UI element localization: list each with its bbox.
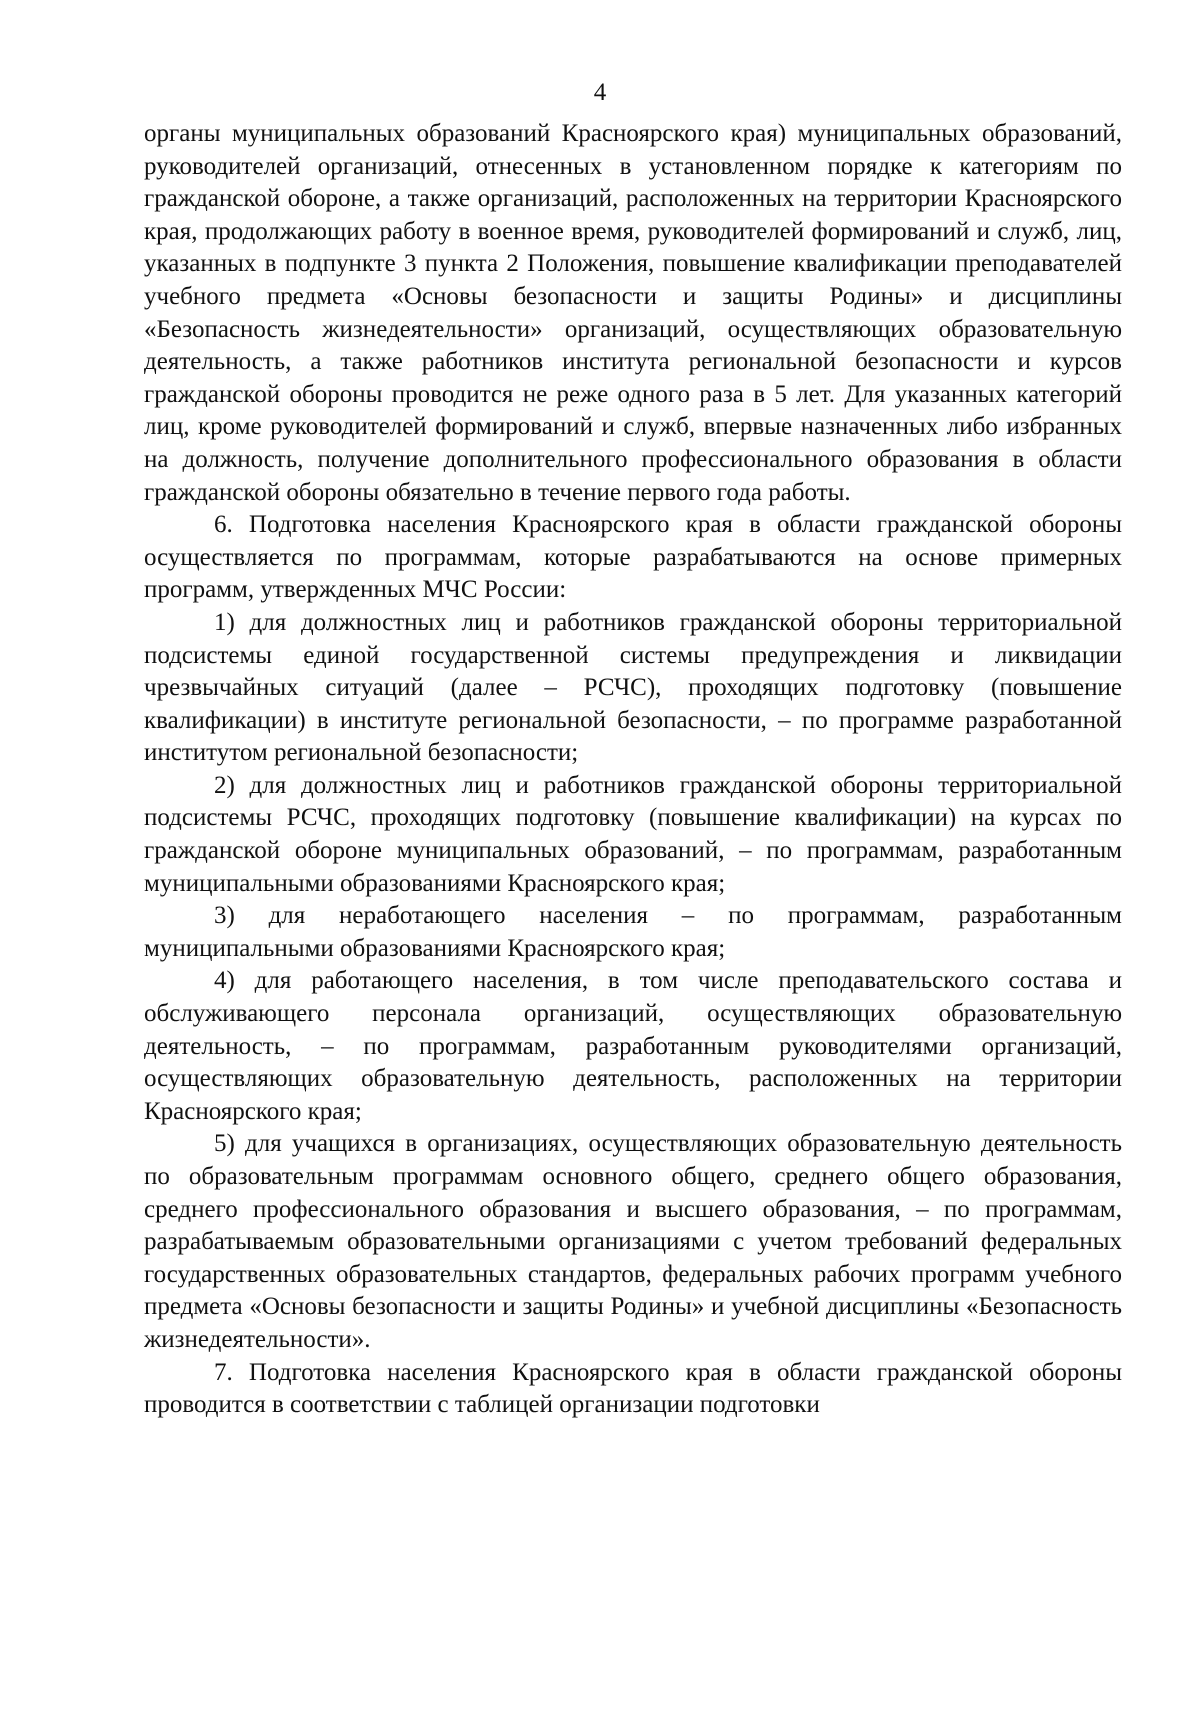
document-body [144,118,1122,1422]
page-number: 4 [593,79,607,106]
paragraph-subitem-3: 3) для неработающего населения – по программам, разработанным муниципальными образованиями Красноярского края; [144,902,1122,962]
paragraph-subitem-5: 5) для учащихся в организациях, осуществляющих образовательную деятельность по образовательным программам основного общего, среднего общего образования, среднего профессионального образования и высшего образования, – по программам, разрабатываемым образовательными организациями с учетом требований федеральных государственных образовательных стандартов, федеральных рабочих программ учебного предмета «Основы безопасности и защиты Родины» и учебной дисциплины «Безопасность жизнедеятельности». [144,1130,1122,1353]
paragraph-item-7: 7. Подготовка населения Красноярского края в области гражданской обороны проводится в соответствии с таблицей организации подготовки [144,1358,1122,1419]
paragraph-subitem-1: 1) для должностных лиц и работников гражданской обороны территориальной подсистемы единой государственной системы предупреждения и ликвидации чрезвычайных ситуаций (далее – РСЧС), проходящих подготовку (повышение квалификации) в институте региональной безопасности, – по программе разработанной институтом региональной безопасности; [144,608,1122,767]
paragraph-subitem-4: 4) для работающего населения, в том числе преподавательского состава и обслуживающего персонала организаций, осуществляющих образовательную деятельность, – по программам, разработанным руководителями организаций, осуществляющих образовательную деятельность, расположенных на территории Красноярского края; [144,967,1122,1125]
paragraph-subitem-2: 2) для должностных лиц и работников гражданской обороны территориальной подсистемы РСЧС, проходящих подготовку (повышение квалификации) на курсах по гражданской обороне муниципальных образований, – по программам, разработанным муниципальными образованиями Красноярского края; [144,771,1122,897]
paragraph-item-6: 6. Подготовка населения Красноярского края в области гражданской обороны осуществляется по программам, которые разрабатываются на основе примерных программ, утвержденных МЧС России: [144,511,1122,604]
paragraph-continuation: органы муниципальных образований Красноярского края) муниципальных образований, руководителей организаций, отнесенных в установленном порядке к категориям по гражданской обороне, а также организаций, расположенных на территории Красноярского края, продолжающих работу в военное время, руководителей формирований и служб, лиц, указанных в подпункте 3 пункта 2 Положения, повышение квалификации преподавателей учебного предмета «Основы безопасности и защиты Родины» и дисциплины «Безопасность жизнедеятельности» организаций, осуществляющих образовательную деятельность, а также работников института региональной безопасности и курсов гражданской обороны проводится не реже одного раза в 5 лет. Для указанных категорий лиц, кроме руководителей формирований и служб, впервые назначенных либо избранных на должность, получение дополнительного профессионального образования в области гражданской обороны обязательно в течение первого года работы. [144,120,1122,506]
